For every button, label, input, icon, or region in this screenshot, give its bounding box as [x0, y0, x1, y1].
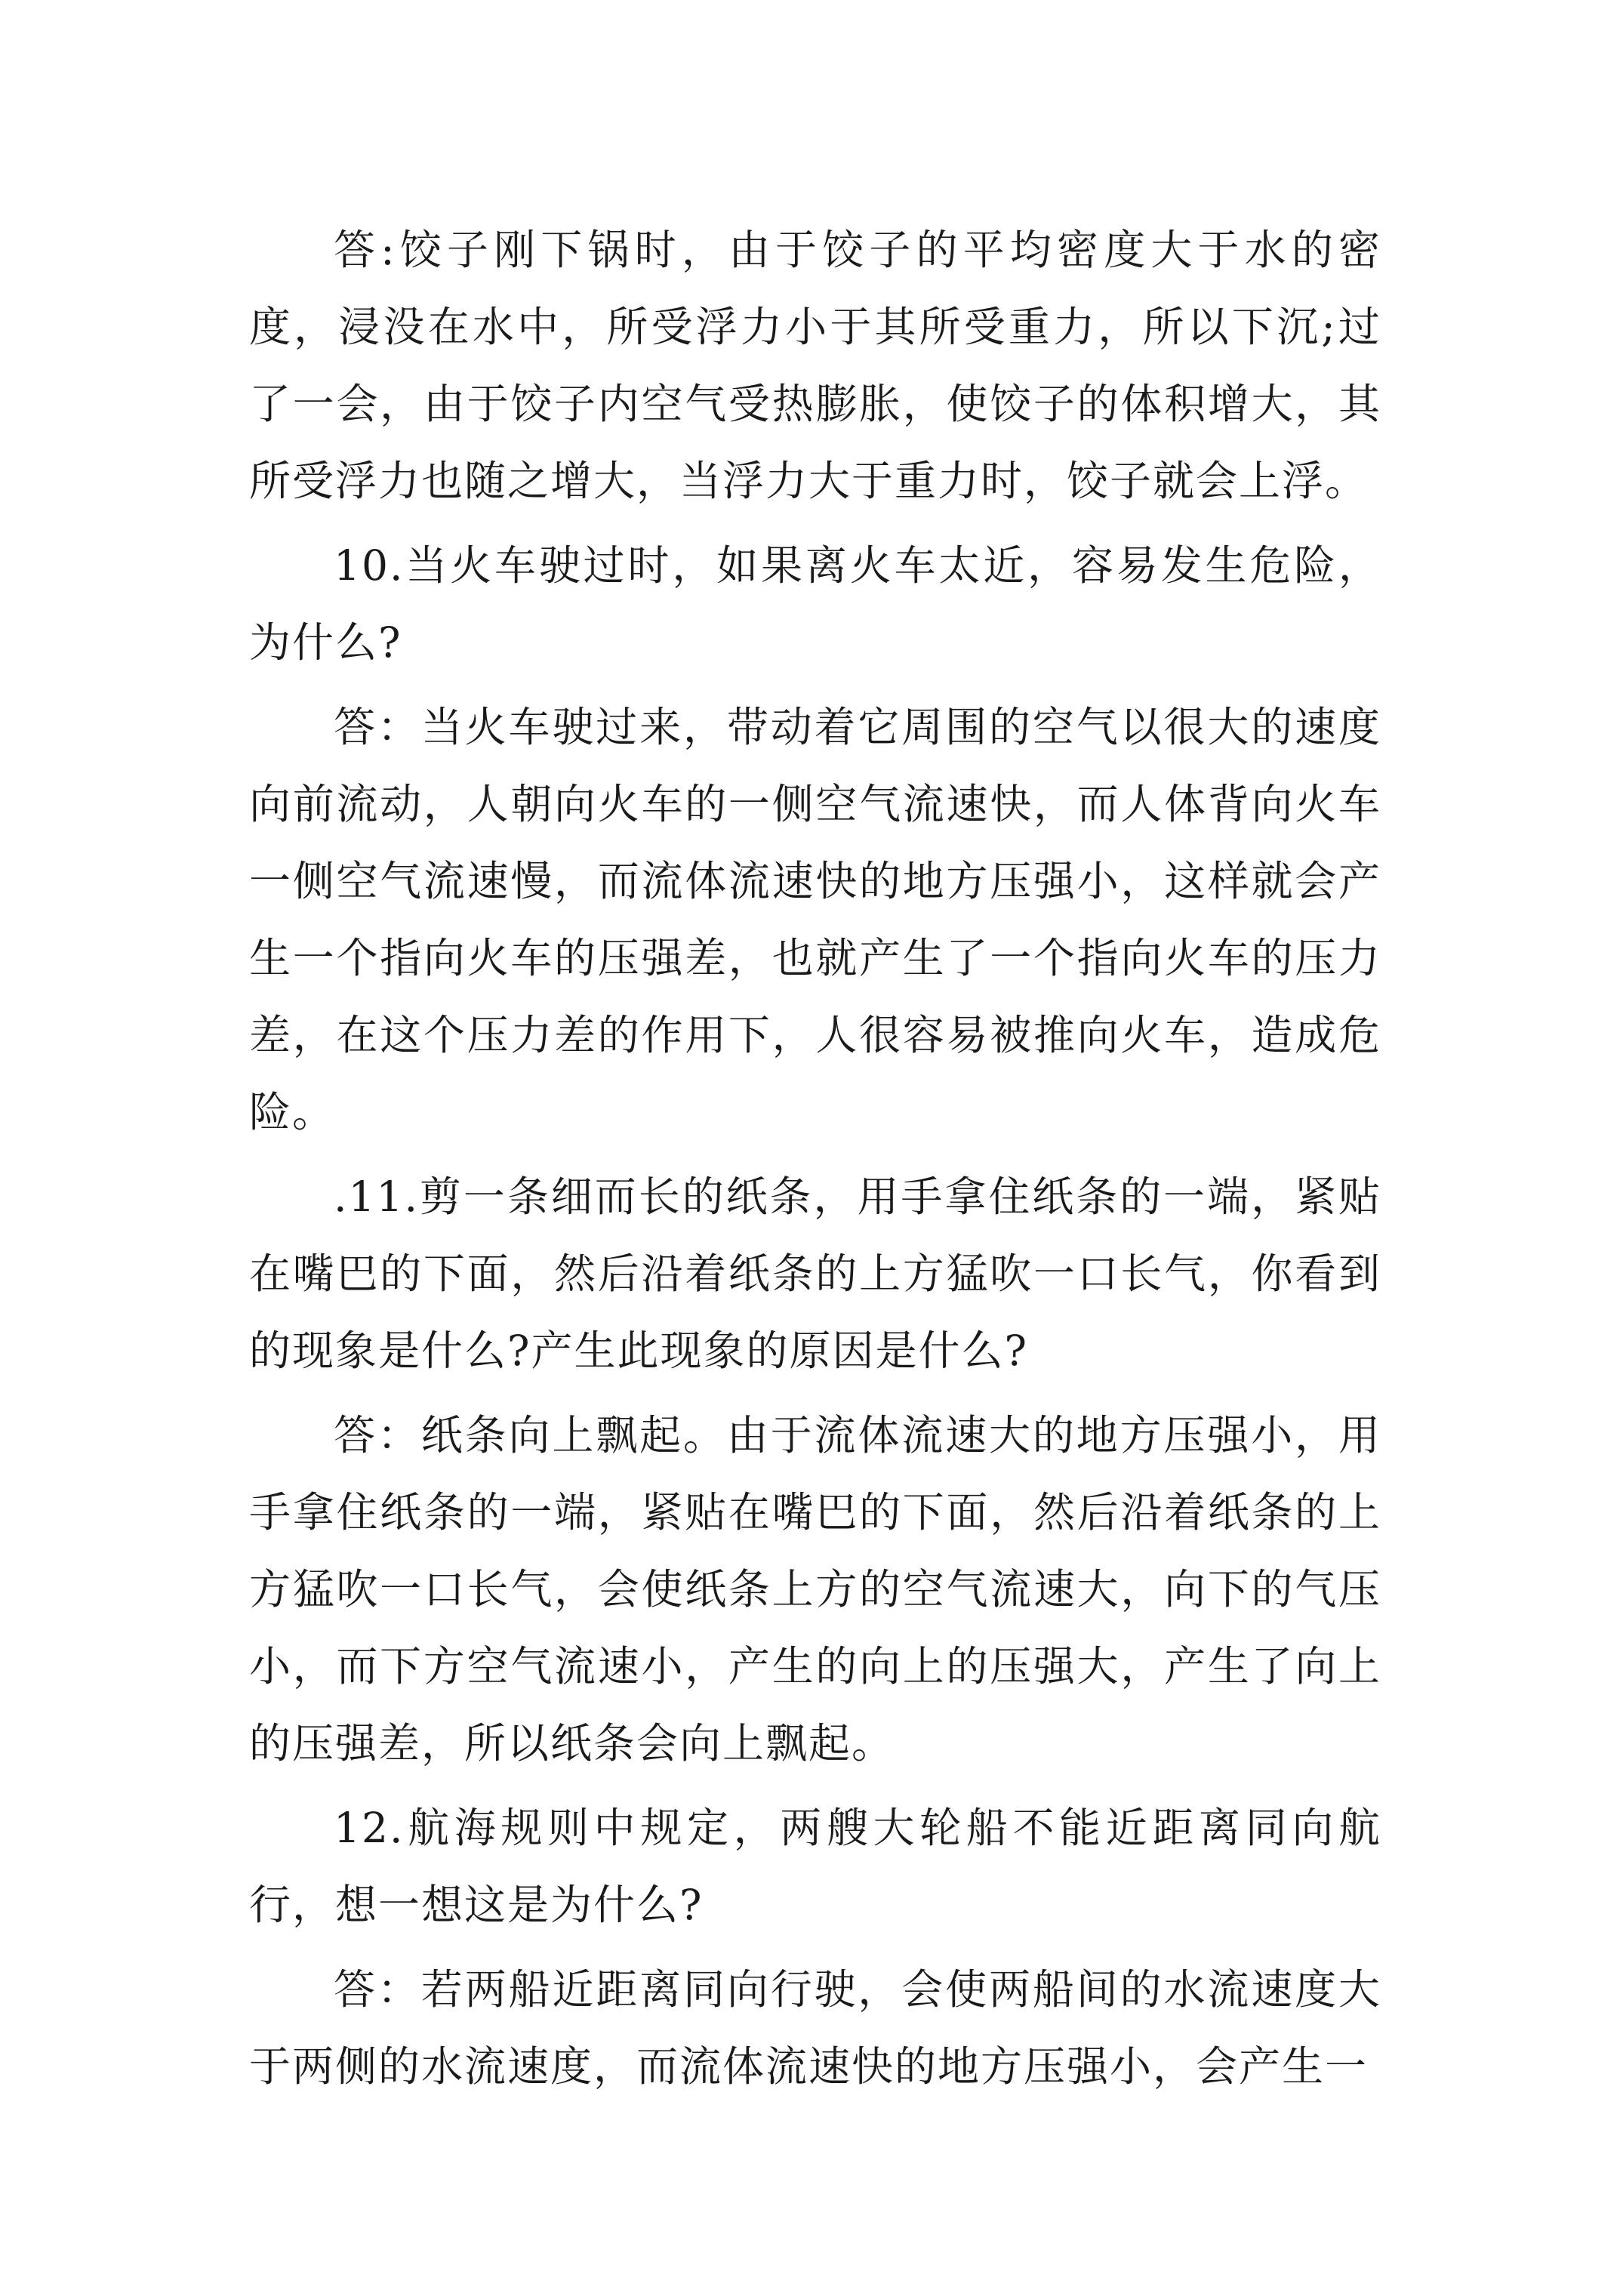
paragraph-gap [249, 1782, 1381, 1789]
paragraph-gap [249, 519, 1381, 527]
answer-paragraph-10: 答：当火车驶过来，带动着它周围的空气以很大的速度向前流动，人朝向火车的一侧空气流速快，而人体背向火车一侧空气流速慢，而流体流速快的地方压强小，这样就会产生一个指向火车的压强差，也就产生了一个指向火车的压力差，在这个压力差的作用下，人很容易被推向火车，造成危险。 [249, 703, 1381, 1136]
question-paragraph-10: 10.当火车驶过时，如果离火车太近，容易发生危险，为什么? [249, 541, 1381, 667]
paragraph-gap [249, 1151, 1381, 1158]
document-body [249, 211, 1381, 2105]
answer-paragraph-9: 答:饺子刚下锅时，由于饺子的平均密度大于水的密度，浸没在水中，所受浮力小于其所受重力，所以下沉;过了一会，由于饺子内空气受热膨胀，使饺子的体积增大，其所受浮力也随之增大，当浮力大于重力时，饺子就会上浮。 [249, 226, 1381, 505]
answer-paragraph-12: 答：若两船近距离同向行驶，会使两船间的水流速度大于两侧的水流速度，而流体流速快的地方压强小，会产生一 [249, 1965, 1381, 2091]
answer-paragraph-11: 答：纸条向上飘起。由于流体流速大的地方压强小，用手拿住纸条的一端，紧贴在嘴巴的下面，然后沿着纸条的上方猛吹一口长气，会使纸条上方的空气流速大，向下的气压小，而下方空气流速小，产生的向上的压强大，产生了向上的压强差，所以纸条会向上飘起。 [249, 1411, 1381, 1767]
paragraph-gap [249, 1389, 1381, 1397]
question-paragraph-12: 12.航海规则中规定，两艘大轮船不能近距离同向航行，想一想这是为什么? [249, 1804, 1381, 1929]
question-paragraph-11: .11.剪一条细而长的纸条，用手拿住纸条的一端，紧贴在嘴巴的下面，然后沿着纸条的上方猛吹一口长气，你看到的现象是什么?产生此现象的原因是什么? [249, 1173, 1381, 1375]
paragraph-gap [249, 1943, 1381, 1951]
paragraph-gap [249, 681, 1381, 689]
